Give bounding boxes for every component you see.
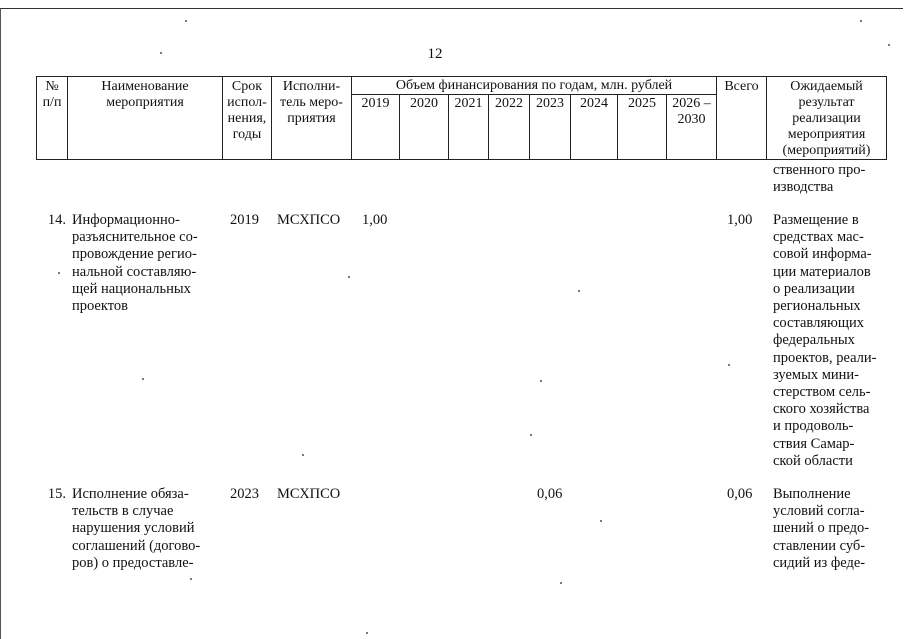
scan-speck	[190, 578, 192, 580]
scan-speck	[366, 632, 368, 634]
row-total: 1,00	[727, 212, 753, 228]
page-number: 12	[427, 46, 443, 62]
row-amount-2023: 0,06	[537, 486, 563, 502]
header-year-2021: 2021	[448, 94, 489, 160]
scan-speck	[578, 290, 580, 292]
header-col-name: Наименование мероприятия	[67, 76, 223, 160]
scan-speck	[58, 272, 60, 274]
scan-speck	[160, 52, 162, 54]
header-col-result: Ожидаемый результат реализации мероприятия (мероприятий)	[766, 76, 887, 160]
scan-speck	[348, 276, 350, 278]
header-funding-title: Объем финансирования по годам, млн. рублей	[351, 76, 717, 95]
header-col-executor: Исполни- тель меро- приятия	[271, 76, 352, 160]
scan-speck	[142, 378, 144, 380]
row-amount-2019: 1,00	[362, 212, 388, 228]
row-term: 2023	[230, 486, 259, 502]
row-total: 0,06	[727, 486, 753, 502]
scan-speck	[530, 434, 532, 436]
header-col-total: Всего	[716, 76, 767, 160]
row-executor: МСХПСО	[277, 486, 341, 502]
scan-speck	[888, 44, 890, 46]
header-year-2024: 2024	[570, 94, 618, 160]
row-term: 2019	[230, 212, 259, 228]
header-col-term: Срок испол- нения, годы	[222, 76, 272, 160]
scan-speck	[560, 582, 562, 584]
carryover-result: ственного про- изводства	[773, 162, 866, 196]
scan-speck	[540, 380, 542, 382]
scan-speck	[600, 520, 602, 522]
row-executor: МСХПСО	[277, 212, 341, 228]
header-year-2022: 2022	[488, 94, 530, 160]
scan-speck	[185, 20, 187, 22]
row-result: Выполнение условий согла- шений о предо- ставлении суб- сидий из феде-	[773, 486, 870, 571]
header-year-2019: 2019	[351, 94, 400, 160]
row-result: Размещение в средствах мас- совой информа- ции материалов о реализации региональных составляющих федеральных проектов, реали- зуемых мини- стерством сель- ского хозяйства и продоволь- ствия Самар- ской области	[773, 212, 877, 469]
header-year-2020: 2020	[399, 94, 449, 160]
row-name: Исполнение обяза- тельств в случае нарушения условий соглашений (догово- ров) о предоставле-	[72, 486, 201, 571]
header-year-2026-2030: 2026 – 2030	[666, 94, 717, 160]
row-name: Информационно- разъяснительное со- провождение регио- нальной составляю- щей национальных проектов	[72, 212, 198, 315]
scan-speck	[860, 20, 862, 22]
header-year-2025: 2025	[617, 94, 667, 160]
row-number: 14.	[47, 212, 66, 228]
row-number: 15.	[47, 486, 66, 502]
header-col-num: № п/п	[36, 76, 68, 160]
scan-speck	[728, 364, 730, 366]
header-year-2023: 2023	[529, 94, 571, 160]
scan-speck	[302, 454, 304, 456]
